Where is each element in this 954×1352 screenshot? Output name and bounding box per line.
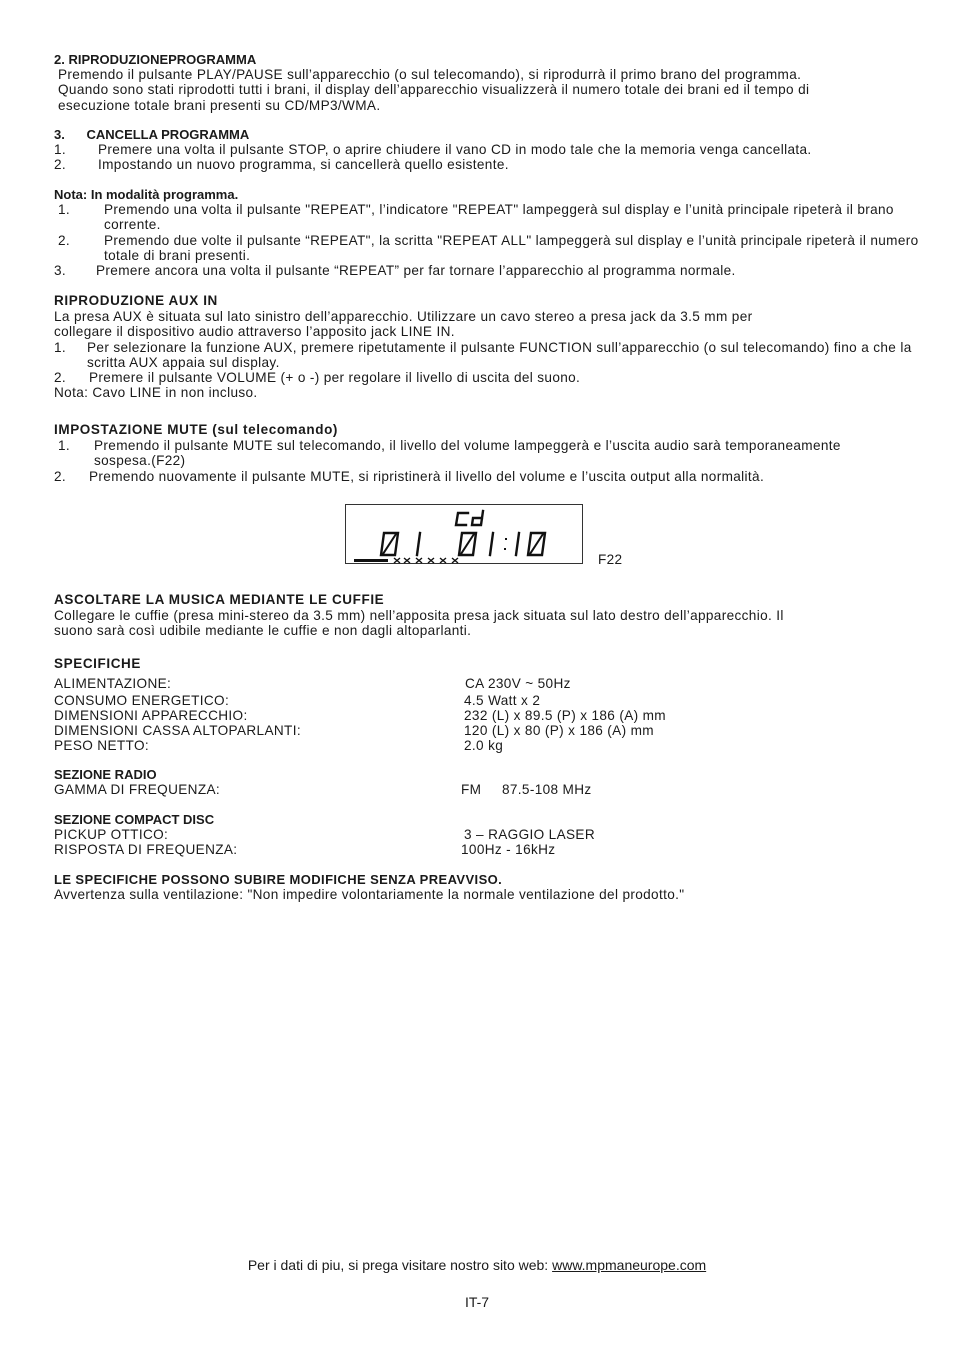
website-link[interactable]: www.mpmaneurope.com	[552, 1257, 707, 1273]
spec-value: FM 87.5-108 MHz	[461, 782, 592, 797]
list-text: Premere ancora una volta il pulsante “REPEAT” per far tornare l’apparecchio al programma normale.	[96, 263, 736, 279]
list-text: Premere una volta il pulsante STOP, o aprire chiudere il vano CD in modo tale che la memoria venga cancellata.	[98, 142, 812, 157]
list-text: Per selezionare la funzione AUX, premere ripetutamente il pulsante FUNCTION sull’apparecchio (o sul telecomando) fino a che la scritta AUX appaia sul display.	[87, 339, 912, 370]
spec-label: ALIMENTAZIONE:	[54, 676, 172, 691]
spec-row	[54, 723, 924, 738]
list-item	[58, 233, 924, 264]
list-number: 2.	[54, 468, 67, 484]
lcd-display-figure	[345, 504, 583, 564]
spec-value: CA 230V ~ 50Hz	[465, 676, 571, 691]
paragraph-line: Premendo il pulsante PLAY/PAUSE sull’apparecchio (o sul telecomando), si riprodurrà il primo brano del programma.	[58, 67, 802, 82]
heading-program-note: Nota: In modalità programma.	[54, 187, 239, 202]
spec-value: 2.0 kg	[464, 738, 504, 753]
list-number: 1.	[58, 202, 71, 217]
section-program-note	[54, 187, 924, 278]
footer-text: Per i dati di piu, si prega visitare nostro sito web:	[247, 1257, 553, 1273]
section-headphones	[54, 592, 924, 639]
spec-row	[54, 693, 924, 708]
heading-aux-in: RIPRODUZIONE AUX IN	[54, 293, 218, 308]
list-item	[54, 370, 924, 385]
list-text: Premendo nuovamente il pulsante MUTE, si ripristinerà il livello del volume e l’uscita output alla normalità.	[89, 468, 765, 484]
list-text: Premendo due volte il pulsante “REPEAT", la scritta "REPEAT ALL" lampeggerà sul display e l’unità principale ripeterà il numero totale di brani presenti.	[104, 232, 919, 263]
lcd-display-drawing	[346, 505, 584, 565]
list-item	[54, 340, 932, 371]
paragraph-line: esecuzione totale brani presenti su CD/MP3/WMA.	[58, 97, 381, 113]
page-number: IT-7	[464, 1294, 490, 1310]
heading-mute: IMPOSTAZIONE MUTE (sul telecomando)	[54, 422, 339, 437]
list-text: Premere il pulsante VOLUME (+ o -) per regolare il livello di uscita del suono.	[89, 370, 581, 386]
spec-value: 232 (L) x 89.5 (P) x 186 (A) mm	[464, 708, 666, 723]
spec-row	[54, 708, 924, 723]
list-text: Premendo una volta il pulsante "REPEAT", l’indicatore "REPEAT" lampeggerà sul display e l’unità principale ripeterà il brano corrente.	[104, 202, 894, 233]
section-aux-in	[54, 293, 924, 401]
list-number: 2.	[54, 157, 67, 173]
spec-row	[54, 738, 924, 753]
spec-label: CONSUMO ENERGETICO:	[54, 693, 230, 708]
section-cancel-program	[54, 127, 924, 173]
spec-value: 120 (L) x 80 (P) x 186 (A) mm	[464, 723, 654, 738]
list-text: Premendo il pulsante MUTE sul telecomando, il livello del volume lampeggerà e l’uscita audio sarà temporaneamente sospesa.(F22)	[94, 438, 841, 469]
list-number: 1.	[58, 438, 71, 453]
aux-note: Nota: Cavo LINE in non incluso.	[54, 385, 258, 401]
heading-headphones: ASCOLTARE LA MUSICA MEDIANTE LE CUFFIE	[54, 592, 385, 607]
section-program-playback	[54, 52, 924, 113]
list-number: 2.	[54, 370, 67, 386]
spec-row	[54, 827, 924, 842]
list-number: 3.	[54, 263, 67, 279]
spec-label: RISPOSTA DI FREQUENZA:	[54, 842, 238, 857]
paragraph-line: Quando sono stati riprodotti tutti i brani, il display dell’apparecchio visualizzerà il numero totale dei brani ed il tempo di	[58, 82, 810, 98]
list-number: 2.	[58, 232, 71, 248]
spec-value: 4.5 Watt x 2	[464, 693, 541, 708]
paragraph-line: suono sarà così udibile mediante le cuffie e non dagli altoparlanti.	[54, 623, 472, 639]
list-item	[54, 469, 924, 484]
list-number: 1.	[54, 142, 67, 157]
list-item	[54, 263, 924, 278]
spec-row	[54, 676, 924, 691]
spec-label: DIMENSIONI CASSA ALTOPARLANTI:	[54, 723, 301, 738]
spec-label: GAMMA DI FREQUENZA:	[54, 782, 221, 797]
ventilation-warning: Avvertenza sulla ventilazione: "Non impedire volontariamente la normale ventilazione del prodotto."	[54, 887, 685, 902]
section-mute	[54, 422, 924, 484]
spec-label: PICKUP OTTICO:	[54, 827, 169, 842]
heading-specifications: SPECIFICHE	[54, 656, 142, 671]
heading-cd-section: SEZIONE COMPACT DISC	[54, 812, 215, 827]
list-item	[58, 438, 874, 469]
spec-value: 100Hz - 16kHz	[461, 842, 556, 857]
heading-cancel-program: 3. CANCELLA PROGRAMMA	[54, 127, 250, 142]
section-specifications	[54, 656, 924, 902]
list-item	[54, 157, 924, 172]
paragraph-line: La presa AUX è situata sul lato sinistro dell’apparecchio. Utilizzare un cavo stereo a presa jack da 3.5 mm per	[54, 309, 753, 324]
paragraph-line: Collegare le cuffie (presa mini-stereo da 3.5 mm) nell’apposita presa jack situata sul lato destro dell’apparecchio. Il	[54, 608, 784, 623]
list-item	[54, 142, 924, 157]
spec-value: 3 – RAGGIO LASER	[464, 827, 596, 842]
heading-program-playback: 2. RIPRODUZIONEPROGRAMMA	[54, 52, 257, 67]
spec-row	[54, 782, 924, 797]
spec-label: DIMENSIONI APPARECCHIO:	[54, 708, 248, 723]
figure-label: F22	[598, 552, 623, 567]
list-item	[58, 202, 924, 233]
list-text: Impostando un nuovo programma, si cancellerà quello esistente.	[98, 157, 509, 173]
spec-change-notice: LE SPECIFICHE POSSONO SUBIRE MODIFICHE SENZA PREAVVISO.	[54, 872, 503, 887]
spec-row	[54, 842, 924, 857]
list-number: 1.	[54, 339, 67, 355]
paragraph-line: collegare il dispositivo audio attraverso l’apposito jack LINE IN.	[54, 324, 455, 340]
spec-label: PESO NETTO:	[54, 738, 149, 753]
footer-website	[0, 1257, 954, 1273]
heading-radio-section: SEZIONE RADIO	[54, 767, 157, 782]
